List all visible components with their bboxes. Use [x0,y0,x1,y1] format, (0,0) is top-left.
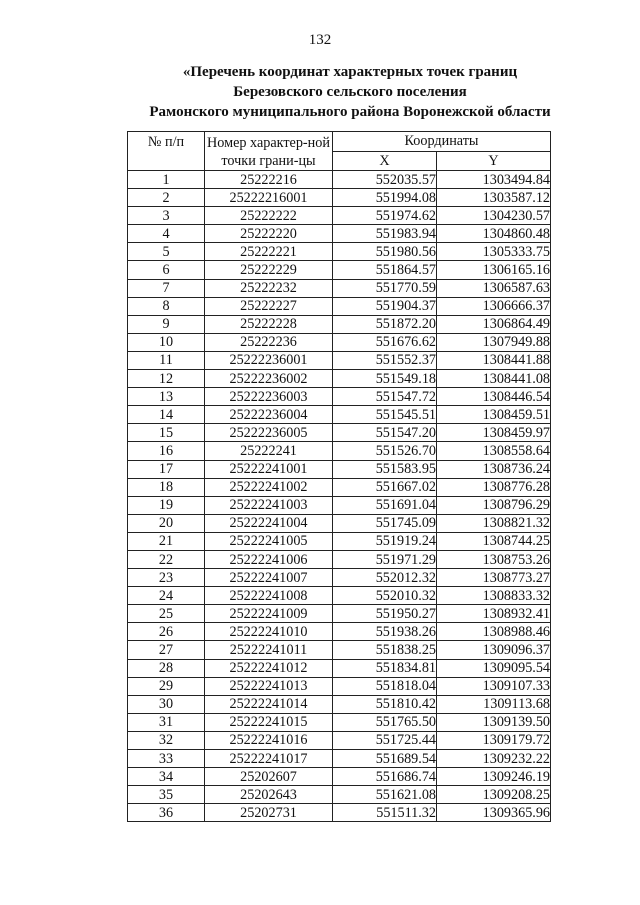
table-row [128,225,551,243]
row-number-cell: 33 [128,750,205,768]
y-coordinate-cell: 1304860.48 [437,225,551,243]
x-coordinate-cell: 551689.54 [333,750,437,768]
point-number-cell: 25222241016 [205,731,333,749]
x-coordinate-cell: 551745.09 [333,514,437,532]
table-row [128,641,551,659]
table-row [128,768,551,786]
y-coordinate-cell: 1308753.26 [437,550,551,568]
row-number-cell: 10 [128,333,205,351]
row-number-cell: 18 [128,478,205,496]
point-number-cell: 25222229 [205,261,333,279]
table-row [128,569,551,587]
x-coordinate-cell: 551552.37 [333,351,437,369]
point-number-cell: 25222221 [205,243,333,261]
row-number-cell: 14 [128,406,205,424]
table-row [128,370,551,388]
x-coordinate-cell: 551549.18 [333,370,437,388]
row-number-cell: 4 [128,225,205,243]
coordinates-table [127,131,551,822]
point-number-cell: 25202607 [205,768,333,786]
table-row [128,731,551,749]
y-coordinate-cell: 1306666.37 [437,297,551,315]
y-coordinate-cell: 1306165.16 [437,261,551,279]
y-coordinate-cell: 1308932.41 [437,605,551,623]
point-number-cell: 25222241012 [205,659,333,677]
x-coordinate-cell: 551950.27 [333,605,437,623]
table-row [128,695,551,713]
y-coordinate-cell: 1304230.57 [437,207,551,225]
row-number-cell: 19 [128,496,205,514]
x-coordinate-cell: 551511.32 [333,804,437,822]
point-number-cell: 25222241006 [205,550,333,568]
point-number-cell: 25222227 [205,297,333,315]
title-line-2: Березовского сельского поселения [233,84,467,100]
y-coordinate-cell: 1309179.72 [437,731,551,749]
table-row [128,333,551,351]
table-row [128,496,551,514]
y-coordinate-cell: 1308736.24 [437,460,551,478]
point-number-cell: 25222236004 [205,406,333,424]
table-row [128,424,551,442]
table-row [128,677,551,695]
row-number-cell: 1 [128,171,205,189]
table-row [128,279,551,297]
table-row [128,406,551,424]
y-coordinate-cell: 1309096.37 [437,641,551,659]
point-number-cell: 25222241009 [205,605,333,623]
x-coordinate-cell: 551994.08 [333,189,437,207]
row-number-cell: 6 [128,261,205,279]
table-row [128,189,551,207]
table-body [128,171,551,822]
row-number-cell: 27 [128,641,205,659]
point-number-cell: 25222236002 [205,370,333,388]
row-number-cell: 17 [128,460,205,478]
row-number-cell: 15 [128,424,205,442]
y-coordinate-cell: 1309208.25 [437,786,551,804]
x-coordinate-cell: 551545.51 [333,406,437,424]
point-number-cell: 25222228 [205,315,333,333]
point-number-cell: 25222241015 [205,713,333,731]
point-number-cell: 25222236001 [205,351,333,369]
y-coordinate-cell: 1308459.51 [437,406,551,424]
point-number-cell: 25222216 [205,171,333,189]
header-coordinates: Координаты [333,132,551,152]
y-coordinate-cell: 1308796.29 [437,496,551,514]
point-number-cell: 25222236003 [205,388,333,406]
x-coordinate-cell: 551676.62 [333,333,437,351]
table-row [128,713,551,731]
row-number-cell: 16 [128,442,205,460]
row-number-cell: 31 [128,713,205,731]
table-row [128,243,551,261]
x-coordinate-cell: 551770.59 [333,279,437,297]
x-coordinate-cell: 552012.32 [333,569,437,587]
header-point-number: Номер характер-ной точки грани-цы [205,132,333,171]
x-coordinate-cell: 551547.72 [333,388,437,406]
x-coordinate-cell: 551919.24 [333,532,437,550]
point-number-cell: 25222241010 [205,623,333,641]
point-number-cell: 25222236 [205,333,333,351]
table-row [128,623,551,641]
row-number-cell: 12 [128,370,205,388]
row-number-cell: 32 [128,731,205,749]
table-row [128,351,551,369]
x-coordinate-cell: 551526.70 [333,442,437,460]
y-coordinate-cell: 1309095.54 [437,659,551,677]
table-row [128,532,551,550]
y-coordinate-cell: 1309107.33 [437,677,551,695]
row-number-cell: 5 [128,243,205,261]
row-number-cell: 2 [128,189,205,207]
table-row [128,804,551,822]
row-number-cell: 29 [128,677,205,695]
point-number-cell: 25222241005 [205,532,333,550]
x-coordinate-cell: 551834.81 [333,659,437,677]
x-coordinate-cell: 551765.50 [333,713,437,731]
y-coordinate-cell: 1305333.75 [437,243,551,261]
table-row [128,587,551,605]
point-number-cell: 25222222 [205,207,333,225]
document-title [100,62,600,122]
x-coordinate-cell: 551904.37 [333,297,437,315]
y-coordinate-cell: 1309365.96 [437,804,551,822]
row-number-cell: 24 [128,587,205,605]
row-number-cell: 11 [128,351,205,369]
y-coordinate-cell: 1309246.19 [437,768,551,786]
y-coordinate-cell: 1308558.64 [437,442,551,460]
title-line-3: Рамонского муниципального района Воронежской области [149,104,551,120]
x-coordinate-cell: 551810.42 [333,695,437,713]
point-number-cell: 25222241017 [205,750,333,768]
point-number-cell: 25222241001 [205,460,333,478]
table-row [128,207,551,225]
point-number-cell: 25222241013 [205,677,333,695]
page-number: 132 [308,32,332,48]
point-number-cell: 25222241002 [205,478,333,496]
table-row [128,514,551,532]
point-number-cell: 25202731 [205,804,333,822]
table-row [128,478,551,496]
y-coordinate-cell: 1308833.32 [437,587,551,605]
y-coordinate-cell: 1309139.50 [437,713,551,731]
row-number-cell: 34 [128,768,205,786]
table-row [128,605,551,623]
row-number-cell: 22 [128,550,205,568]
x-coordinate-cell: 551971.29 [333,550,437,568]
y-coordinate-cell: 1308821.32 [437,514,551,532]
point-number-cell: 25222216001 [205,189,333,207]
x-coordinate-cell: 551818.04 [333,677,437,695]
table-row [128,659,551,677]
x-coordinate-cell: 552035.57 [333,171,437,189]
row-number-cell: 13 [128,388,205,406]
row-number-cell: 25 [128,605,205,623]
point-number-cell: 25222241004 [205,514,333,532]
table-row [128,297,551,315]
x-coordinate-cell: 551667.02 [333,478,437,496]
header-row-number: № п/п [128,132,205,171]
row-number-cell: 36 [128,804,205,822]
x-coordinate-cell: 551974.62 [333,207,437,225]
x-coordinate-cell: 552010.32 [333,587,437,605]
row-number-cell: 20 [128,514,205,532]
x-coordinate-cell: 551686.74 [333,768,437,786]
row-number-cell: 28 [128,659,205,677]
table-row [128,388,551,406]
y-coordinate-cell: 1308441.88 [437,351,551,369]
row-number-cell: 8 [128,297,205,315]
y-coordinate-cell: 1306587.63 [437,279,551,297]
row-number-cell: 23 [128,569,205,587]
y-coordinate-cell: 1309113.68 [437,695,551,713]
x-coordinate-cell: 551621.08 [333,786,437,804]
y-coordinate-cell: 1308446.54 [437,388,551,406]
row-number-cell: 35 [128,786,205,804]
table-row [128,171,551,189]
row-number-cell: 21 [128,532,205,550]
point-number-cell: 25222232 [205,279,333,297]
y-coordinate-cell: 1308773.27 [437,569,551,587]
y-coordinate-cell: 1308441.08 [437,370,551,388]
table-row [128,550,551,568]
x-coordinate-cell: 551691.04 [333,496,437,514]
table-row [128,460,551,478]
point-number-cell: 25202643 [205,786,333,804]
row-number-cell: 9 [128,315,205,333]
x-coordinate-cell: 551983.94 [333,225,437,243]
y-coordinate-cell: 1303494.84 [437,171,551,189]
y-coordinate-cell: 1308744.25 [437,532,551,550]
y-coordinate-cell: 1308459.97 [437,424,551,442]
x-coordinate-cell: 551864.57 [333,261,437,279]
table-row [128,750,551,768]
y-coordinate-cell: 1303587.12 [437,189,551,207]
x-coordinate-cell: 551725.44 [333,731,437,749]
point-number-cell: 25222241008 [205,587,333,605]
table-row [128,786,551,804]
x-coordinate-cell: 551547.20 [333,424,437,442]
row-number-cell: 30 [128,695,205,713]
title-line-1: «Перечень координат характерных точек границ [182,64,518,80]
point-number-cell: 25222241007 [205,569,333,587]
table-row [128,442,551,460]
table-row [128,261,551,279]
row-number-cell: 7 [128,279,205,297]
header-x: X [333,151,437,171]
x-coordinate-cell: 551583.95 [333,460,437,478]
y-coordinate-cell: 1307949.88 [437,333,551,351]
y-coordinate-cell: 1308776.28 [437,478,551,496]
x-coordinate-cell: 551980.56 [333,243,437,261]
point-number-cell: 25222241003 [205,496,333,514]
x-coordinate-cell: 551872.20 [333,315,437,333]
point-number-cell: 25222241014 [205,695,333,713]
x-coordinate-cell: 551838.25 [333,641,437,659]
header-y: Y [437,151,551,171]
row-number-cell: 3 [128,207,205,225]
point-number-cell: 25222236005 [205,424,333,442]
table-row [128,315,551,333]
y-coordinate-cell: 1306864.49 [437,315,551,333]
x-coordinate-cell: 551938.26 [333,623,437,641]
y-coordinate-cell: 1308988.46 [437,623,551,641]
row-number-cell: 26 [128,623,205,641]
y-coordinate-cell: 1309232.22 [437,750,551,768]
point-number-cell: 25222220 [205,225,333,243]
point-number-cell: 25222241011 [205,641,333,659]
point-number-cell: 25222241 [205,442,333,460]
